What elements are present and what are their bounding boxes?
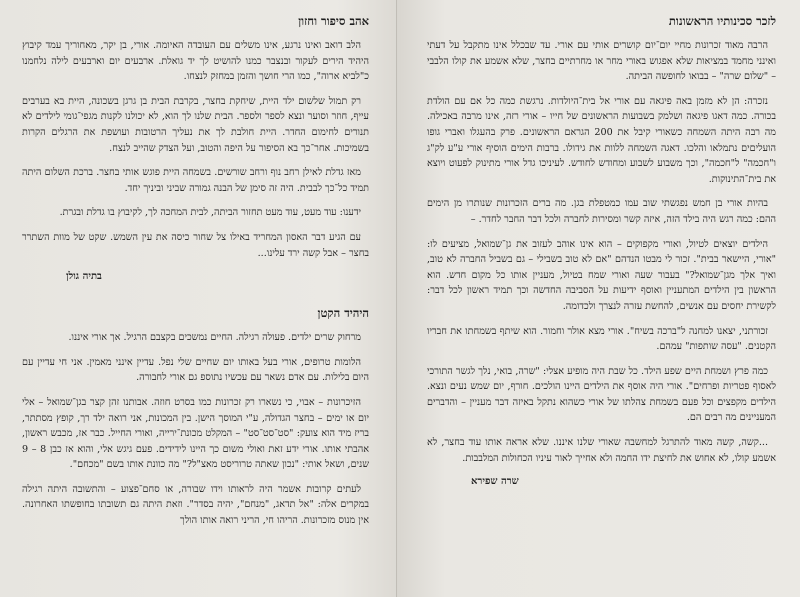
paragraph: עם הגיע דבר האסון המחריד באילו צל שחור כיסה את עין השמש. שקט של מוות השתרר בחצר – אבל קשה ירד עלינו... [22,231,369,259]
paragraph: ...קשה, קשה מאוד להתרגל למחשבה שאורי שלנו איננו. שלא אראה אותו עוד בחצר, לא אשמע קולו, לא אחוש את לחיצת ידו החמה ולא אחייך לאור עיניו הכחולות המלבבות. [427,437,776,464]
article-title: אהב סיפור וחזון [298,14,369,28]
paragraph: זכורתני, יצאנו למחנה ל"ברכה בשיח". אורי מצא אולר וחמור. הוא שיתף בשמחתו את חבריו הקטנים. "עסה שותפות" עמהם. [427,325,776,353]
paragraph: הילדים יוצאים לטיול, ואורי מקפוקים – הוא אינו אוהב לעזוב את גן־שמואל, מציעים לו: "אורי, היישאר בבית". זכור לי מבטו הנדהם "אם לא טוב בשבילי – גם בשביל החברה לא טוב, ואיך אלך מגן־שמואל?" בעבור שעה ואורי שמח בטיול, מעניין אותו כל מקום חדש. הוא הראשון בין הילדים המתעניין ואוסף ידיעות על הסביבה החדשה וכך תמיד ראשון לכל דבר: לקשירת יחסים עם אנשים, להחשת עזרה לנצרך ולכדומה. [427,238,776,312]
article-title: לזכר סכינותיו הראשונות [668,14,776,28]
paragraph: הרבה מאוד זכרונות מחיי יום־יום קושרים אותי עם אורי. עד שבכלל אינו מתקבל על דעתי ואינני מחמד במציאות שלא אפגוש באורי מחר או מחרתיים בחצר, שלא אשמע את קולו הלבבי – "שלום שרה" – בבואו לחופשה הביתה. [427,40,776,83]
paragraph: כמה פרץ ושמחת היים שפע הילד. כל שבת היה מופיע אצלי: "שרה, בואי, נלך לגשר התורכי לאסוף פטריות ופרחים". אורי היה אוסף את הילדים היינו הולכים. חורף, יום שמש נעים ונצא. הילדים מקפצים וכל פעם בשמחת צהלתו של אורי כשהוא נתקל באיזה דבר מעניין – והדברים המעניינים מה רבים הם. [427,365,776,424]
left-page [0,0,397,597]
author-signature: בתיה גולן [66,271,102,283]
paragraph: רק תמול שלשום ילד היית, שיחקת בחצר, בקרבת הבית בן גרגן בשכונה, היית בא בערבים עייף, חוזר וסוער ונצא לספר ולספר. הבית שלנו לך הוא, לא יכולנו לקנות מגפי־גומי לילדים לא תנורים לחימום החדר. היית חולבת לך את נעליך הרטובות ועושפת את הרגלים הקרות בשמיכות. אחר־כך בא הסיפור על היפה והטוב, ועל הצדק שהייב לנצח. [22,95,369,154]
right-page [397,0,800,597]
paragraph: מרחוק שרים ילדים. פעולה רגילה. החיים נמשכים בקצבם הרגיל. אך אורי איננו. [68,332,361,344]
paragraph: לעתים קרובות אשמר היה לראותו וידו שבורה, או סחם־פצוע – והתשובה היתה רגילה במקרים אלה: "אל תדאג, "מנחם", יהיה בסדר". וזאת היתה גם תשובתו בחופשתו האחרונה. אין מנוס מזכרונות. הריהו חי, הריני רואה אותו הולך [22,483,369,527]
paragraph: ידענו: עוד מעט, עוד מעט תחזור הביתה, לבית המחכה לך, לקיבוץ בו גדלת ובגרת. [59,207,361,219]
paragraph: בהיות אורי בן חמש נפגשתי שוב עמו כמטפלת בגן. מה ברים הזכרונות שנותרו מן הימים ההם: כמה רגש היה בילד הזה, איזה קשר ומסירות לחברה ולכל דבר החבר לחדר. – [427,198,776,225]
paragraph: מאז גדלת לאילן רחב נוף ורחב שורשים. בשמחה היית פוגש אותי בחצר. ברכת השלום היתה תמיד כל־כך לבבית. היה זה סימן של הבנה גמורה שביני וביניך יחד. [22,167,369,194]
paragraph: הלב דואב ואינו נרגע, אינו משלים עם העובדה האיומה. אורי, בן יקר, מאחוריך עמד קיבוץ היהיד הירים לעקור ובנצבר כמנו להושיט לך יד גואלת. ארבעים יום וארבעים לילה נלחמנו כ"לביא ארוה", כמו הרי חושך והזמן במחזק לנצחו. [22,40,369,83]
paragraph: הלומות טרופים, אורי בעל באותו יום שחיים שלי נפל. עדיין אינני מאמין. אני חי עדיין עם היום בלילות. עם אדם נשאר עם עכשיו נתוספ גם אורי לחבורה. [22,356,369,384]
paragraph: הזיכרונות – אבוי, כי נשארו רק זכרונות כמו בסרט חוזה. אבותנו זהן קצר בגן־שמואל – אלי יום או ימים – בחצר הגדולה, ע"י המוסך הישן. בין המכונות, אני רואה ילד רך, קופץ מסתתר, בריז מיד הוא צועק: "סט־סט־סט" – המקלט מכונת־ירייה, ואורי החייל. כבר אז, מכבש ראשון, אהבתי אותו. אורי ידע זאת ואולי משום כך היינו לידידים. פעם גיגש אלי, והוא אז כבן 8 – 9 שנים, ושאל אותי: "נכון שאתה טרוריסט מאצ"ל?" מה כוונת אותו בשם "מכחם". [22,396,369,471]
author-signature: שרה שפירא [471,476,519,488]
paragraph: נזכרה: הן לא מזמן באה פיגאה עם אורי אל בית־היולדות. נרגשת כמה כל אם עם הולדת בכורה. כמה דאגו פיגאה ושלמק בשבועות הראשונים של חייו – אורי רזה, אינו מרבה באכילה. מה רבה היתה השמחה כשאורי קיבל את 200 הגראם הראשונים. פרק בהעגלו ואברי גופו הועליםים נתמלאו והלכו. דאגה השמחה ללוות את גידולו. ברבות הימים הוסיף אורי ע"ע לק"ג ו"חכמה" ל"חכמה", וכך משבוע לשבוע ומחודש לחודש. לעיניכו גדל אורי מתינוק לפעוט ויוצא את בית־התינוקות. [427,95,776,185]
article-title: היהיד הקטן [317,306,369,321]
